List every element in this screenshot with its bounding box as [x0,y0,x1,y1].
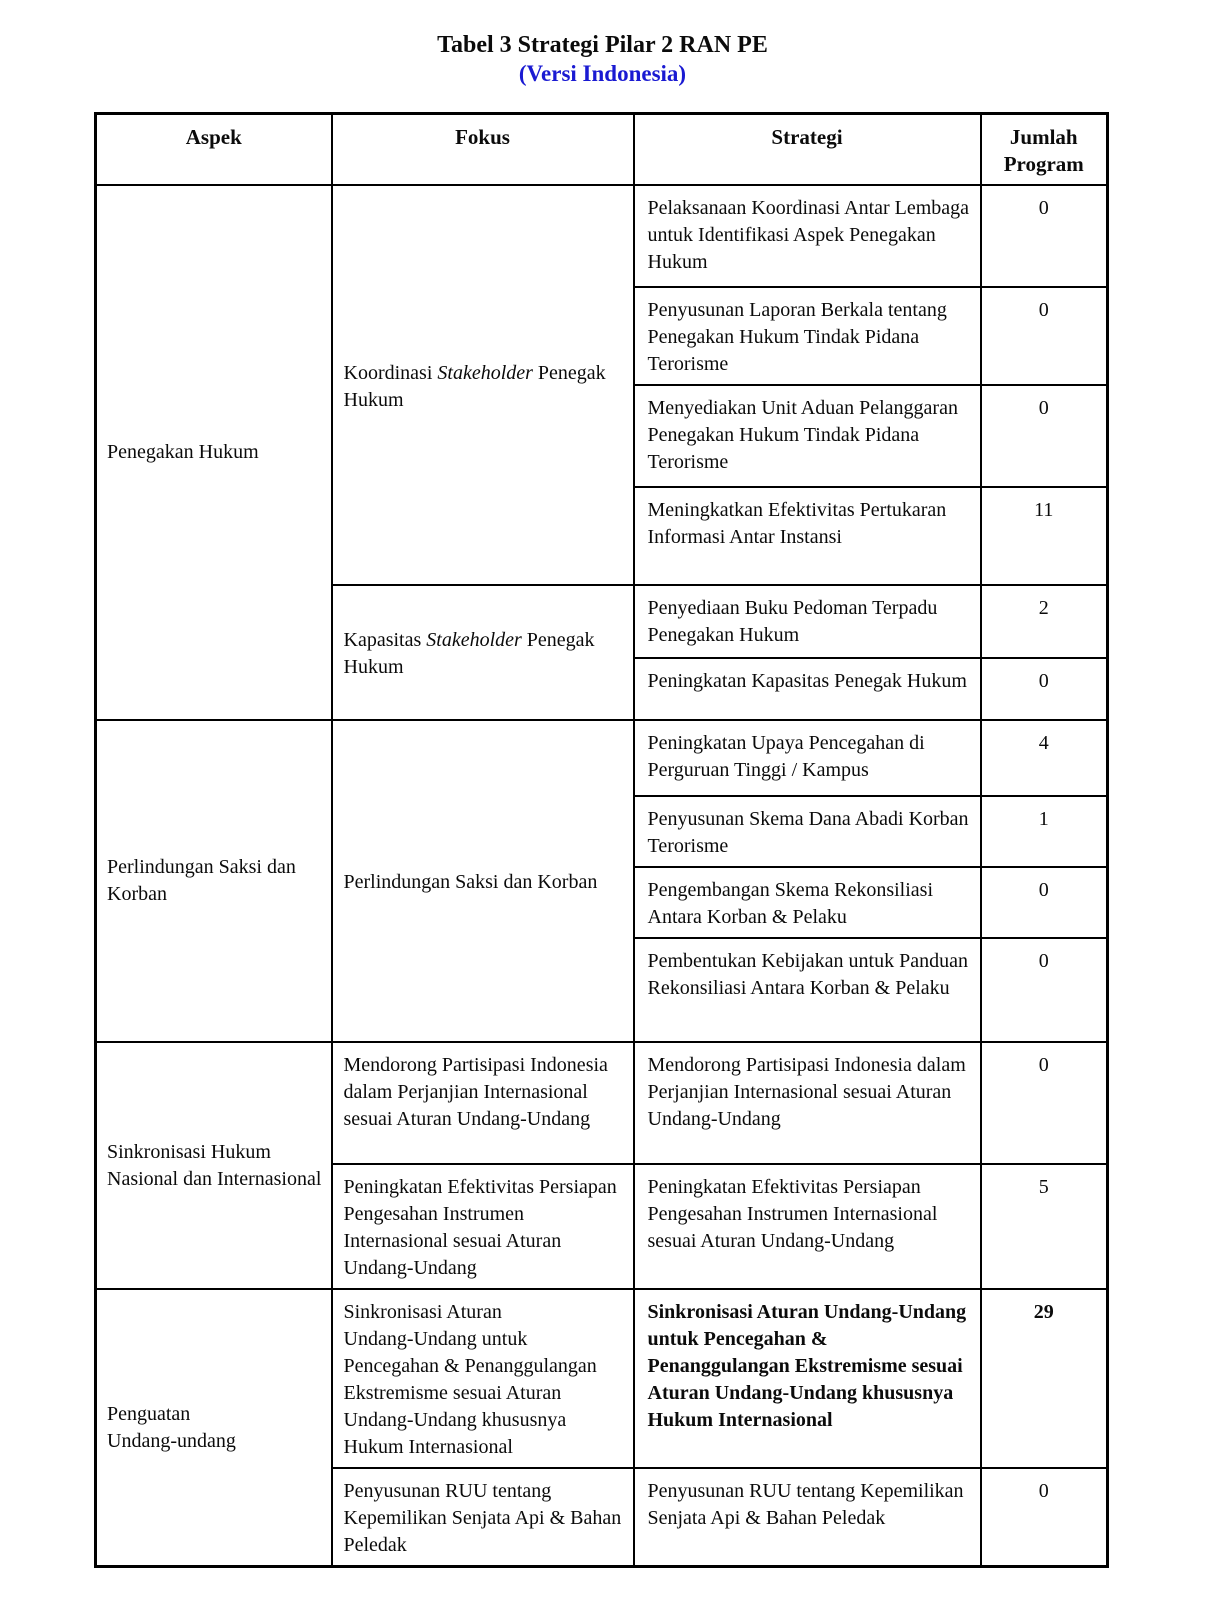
fokus-cell: Mendorong Partisipasi Indonesia dalam Perjanjian Internasional sesuai Aturan Undang‑Undang [332,1042,634,1164]
page-title: Tabel 3 Strategi Pilar 2 RAN PE [437,32,768,58]
title-block [0,0,1205,88]
strategi-cell: Sinkronisasi Aturan Undang‑Undang untuk Pencegahan & Penanggulangan Ekstremisme sesuai Aturan Undang‑Undang khususnya Hukum Internasional [634,1289,981,1468]
header-row [96,114,1108,186]
jumlah-cell: 1 [981,796,1108,867]
fokus-cell: Sinkronisasi Aturan Undang‑Undang untuk Pencegahan & Penanggulangan Ekstremisme sesuai Aturan Undang‑Undang khususnya Hukum Internasional [332,1289,634,1468]
column-header-jumlah-program: Jumlah Program [981,114,1108,186]
aspek-cell: Penguatan Undang‑undang [96,1289,332,1567]
aspek-cell: Perlindungan Saksi dan Korban [96,720,332,1042]
fokus-label-italic: Stakeholder [437,361,533,384]
fokus-label-part: Penegak Hukum [343,629,595,678]
column-header-strategi: Strategi [634,114,981,186]
strategy-table [94,112,1109,1568]
table-row [96,1042,1108,1164]
fokus-label-italic: Stakeholder [426,629,522,651]
fokus-cell: Perlindungan Saksi dan Korban [332,720,634,1042]
jumlah-cell: 0 [981,287,1108,385]
aspek-cell: Penegakan Hukum [96,185,332,720]
jumlah-cell: 5 [981,1164,1108,1289]
table-row [96,185,1108,287]
strategi-cell: Peningkatan Efektivitas Persiapan Pengesahan Instrumen Internasional sesuai Aturan Undang‑Undang [634,1164,981,1289]
column-header-aspek: Aspek [96,114,332,186]
fokus-label-part: Koordinasi [343,361,438,384]
strategi-cell: Peningkatan Upaya Pencegahan di Perguruan Tinggi / Kampus [634,720,981,796]
jumlah-cell: 0 [981,385,1108,487]
fokus-cell: Penyusunan RUU tentang Kepemilikan Senjata Api & Bahan Peledak [332,1468,634,1567]
aspek-cell: Sinkronisasi Hukum Nasional dan Internasional [96,1042,332,1289]
jumlah-cell: 0 [981,658,1108,720]
column-header-fokus: Fokus [332,114,634,186]
strategi-cell: Peningkatan Kapasitas Penegak Hukum [634,658,981,720]
jumlah-cell: 4 [981,720,1108,796]
jumlah-cell: 2 [981,585,1108,658]
strategi-cell: Menyediakan Unit Aduan Pelanggaran Penegakan Hukum Tindak Pidana Terorisme [634,385,981,487]
strategi-cell: Pelaksanaan Koordinasi Antar Lembaga untuk Identifikasi Aspek Penegakan Hukum [634,185,981,287]
strategi-cell: Mendorong Partisipasi Indonesia dalam Perjanjian Internasional sesuai Aturan Undang‑Undang [634,1042,981,1164]
fokus-label-part: Penegak Hukum [343,361,606,411]
jumlah-cell: 11 [981,487,1108,585]
strategi-cell: Penyusunan Skema Dana Abadi Korban Terorisme [634,796,981,867]
table-row [96,720,1108,796]
fokus-cell [332,185,634,585]
jumlah-cell: 0 [981,938,1108,1042]
table-row [96,1289,1108,1468]
fokus-cell: Peningkatan Efektivitas Persiapan Pengesahan Instrumen Internasional sesuai Aturan Undang‑Undang [332,1164,634,1289]
jumlah-cell: 0 [981,1468,1108,1567]
strategi-cell: Penyusunan RUU tentang Kepemilikan Senjata Api & Bahan Peledak [634,1468,981,1567]
strategi-cell: Meningkatkan Efektivitas Pertukaran Informasi Antar Instansi [634,487,981,585]
strategi-cell: Pengembangan Skema Rekonsiliasi Antara Korban & Pelaku [634,867,981,938]
strategi-cell: Pembentukan Kebijakan untuk Panduan Rekonsiliasi Antara Korban & Pelaku [634,938,981,1042]
strategi-cell: Penyediaan Buku Pedoman Terpadu Penegakan Hukum [634,585,981,658]
jumlah-cell: 0 [981,185,1108,287]
jumlah-cell: 29 [981,1289,1108,1468]
fokus-cell [332,585,634,720]
strategi-cell: Penyusunan Laporan Berkala tentang Penegakan Hukum Tindak Pidana Terorisme [634,287,981,385]
jumlah-cell: 0 [981,1042,1108,1164]
page-subtitle: (Versi Indonesia) [518,61,687,86]
fokus-label-part: Kapasitas [343,629,427,651]
jumlah-cell: 0 [981,867,1108,938]
